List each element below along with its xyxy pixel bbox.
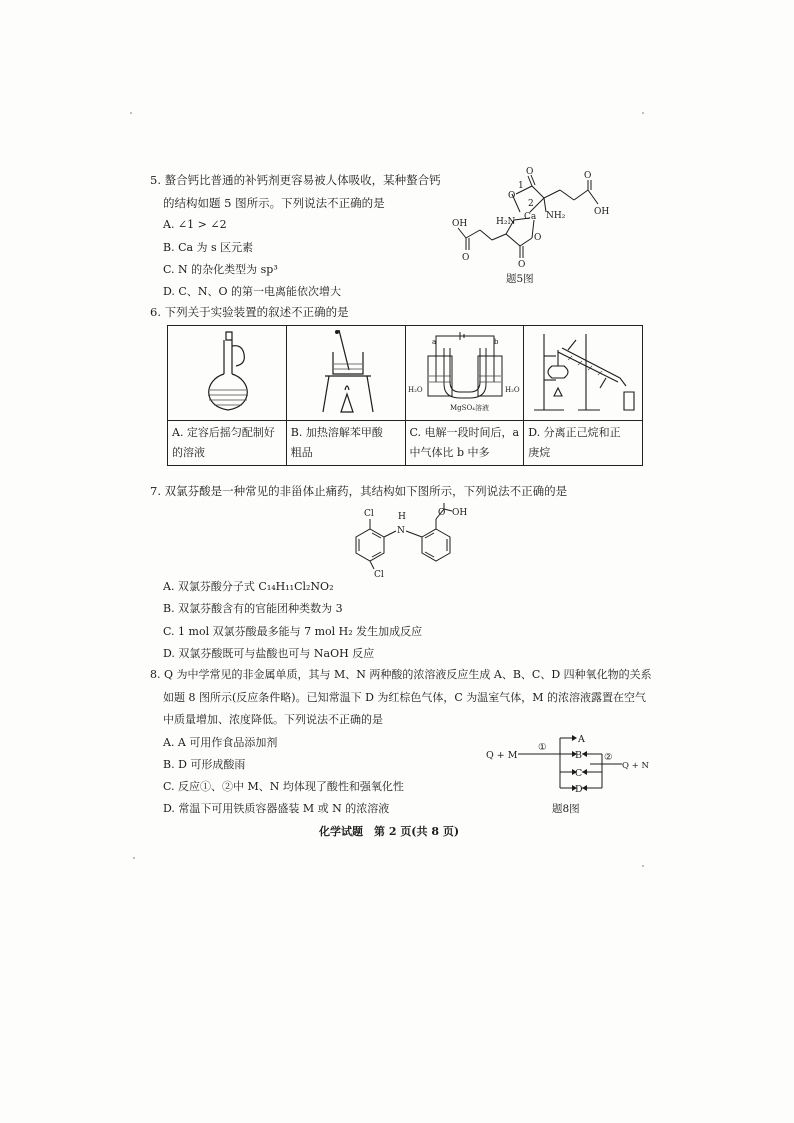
q8-reactants-right: Q + N: [622, 761, 649, 771]
scan-speck: [130, 112, 132, 114]
q5-figure-caption: 题5图: [506, 273, 534, 285]
q8-stem-line1: 8. Q 为中学常见的非金属单质，其与 M、N 两种酸的浓溶液反应生成 A、B、C、D 四种氧化物的关系: [150, 668, 652, 681]
q7-o-label: O: [438, 508, 446, 518]
q8-reaction-1: ①: [538, 742, 547, 753]
q6-cell-d: D. 分离正己烷和正 庚烷: [524, 421, 643, 466]
q5-oh-left: OH: [452, 219, 468, 229]
q6-image-d: [524, 326, 643, 421]
q5-nh2-label: NH₂: [546, 211, 566, 221]
q7-h-label: H: [398, 512, 406, 522]
q8-figure-caption: 题8图: [552, 803, 580, 815]
q5-option-c: C. N 的杂化类型为 sp³: [163, 263, 278, 276]
q5-option-b: B. Ca 为 s 区元素: [163, 241, 254, 254]
electrolysis-u-tube-icon: [406, 326, 524, 416]
q6-h2o-left: H₂O: [407, 386, 423, 394]
volumetric-flask-icon: [168, 326, 286, 416]
q5-option-d: D. C、N、O 的第一电离能依次增大: [163, 285, 341, 298]
q7-option-b: B. 双氯芬酸含有的官能团种类数为 3: [163, 602, 343, 615]
q6-image-c: [405, 326, 524, 421]
q5-stem-line1: 5. 螯合钙比普通的补钙剂更容易被人体吸收，某种螯合钙: [150, 173, 441, 187]
q8-option-b: B. D 可形成酸雨: [163, 758, 246, 771]
q8-stem-line2: 如题 8 图所示(反应条件略)。已知常温下 D 为红棕色气体，C 为温室气体，M 的浓溶液露置在空气: [163, 691, 647, 704]
q8-option-a: A. A 可用作食品添加剂: [163, 736, 278, 749]
q7-cl-top: Cl: [364, 509, 374, 519]
q8-product-b: B: [575, 750, 582, 761]
q5-option-a: A. ∠1 > ∠2: [163, 218, 227, 231]
page-footer: 化学试题 第 2 页(共 8 页): [319, 825, 460, 838]
q5-o-bottom: O: [518, 260, 526, 270]
q6-image-b: [286, 326, 405, 421]
scan-speck: [642, 112, 644, 114]
q5-oh-right: OH: [594, 207, 610, 217]
q5-stem-line2: 的结构如题 5 图所示。下列说法不正确的是: [163, 196, 385, 210]
q6-electrode-b: b: [493, 338, 498, 346]
scan-speck: [133, 857, 135, 859]
q6-h2o-right: H₂O: [504, 386, 520, 394]
q7-stem: 7. 双氯芬酸是一种常见的非甾体止痛药，其结构如下图所示，下列说法不正确的是: [150, 484, 568, 498]
q5-o-right-co: O: [584, 171, 592, 181]
q8-reaction-2: ②: [604, 752, 613, 763]
q6-apparatus-table: [167, 325, 643, 466]
q6-stem: 6. 下列关于实验装置的叙述不正确的是: [150, 305, 349, 319]
q7-option-d: D. 双氯芬酸既可与盐酸也可与 NaOH 反应: [163, 647, 375, 660]
q8-reactants-left: Q + M: [486, 750, 518, 761]
q6-cell-c: C. 电解一段时间后，a 中气体比 b 中多: [405, 421, 524, 466]
q5-h2n-label: H₂N: [496, 217, 516, 227]
q5-o-ring2: O: [534, 233, 542, 243]
q8-product-a: A: [578, 734, 585, 745]
q7-cl-bottom: Cl: [374, 570, 384, 580]
q7-option-a: A. 双氯芬酸分子式 C₁₄H₁₁Cl₂NO₂: [163, 580, 334, 593]
q5-angle1: 1: [518, 181, 524, 191]
q8-reaction-diagram: [486, 728, 649, 798]
q6-cell-a: A. 定容后摇匀配制好 的溶液: [168, 421, 287, 466]
q6-cell-b: B. 加热溶解苯甲酸 粗品: [286, 421, 405, 466]
q7-option-c: C. 1 mol 双氯芬酸最多能与 7 mol H₂ 发生加成反应: [163, 625, 423, 638]
q6-electrode-a: a: [431, 338, 436, 346]
q5-calcium-chelate-structure: [448, 168, 628, 268]
q5-o-left-co: O: [462, 253, 470, 263]
q8-option-c: C. 反应①、②中 M、N 均体现了酸性和强氧化性: [163, 780, 404, 793]
q8-product-c: C: [575, 768, 583, 779]
q8-product-d: D: [575, 784, 583, 795]
q5-angle2: 2: [528, 199, 534, 209]
q6-image-a: [168, 326, 287, 421]
q8-option-d: D. 常温下可用铁质容器盛装 M 或 N 的浓溶液: [163, 802, 390, 815]
q8-stem-line3: 中质量增加、浓度降低。下列说法不正确的是: [163, 713, 383, 726]
distillation-apparatus-icon: [524, 326, 642, 416]
scan-speck: [642, 865, 644, 867]
q7-diclofenac-structure: [340, 505, 480, 579]
q6-mgso4-label: MgSO₄溶液: [449, 404, 489, 412]
q7-n-label: N: [397, 526, 405, 536]
q7-oh-label: OH: [452, 508, 468, 518]
q5-o-top: O: [526, 167, 534, 177]
q5-o-ring1: O: [508, 191, 516, 201]
q5-ca-label: Ca: [524, 212, 537, 222]
beaker-heating-icon: [287, 326, 405, 416]
